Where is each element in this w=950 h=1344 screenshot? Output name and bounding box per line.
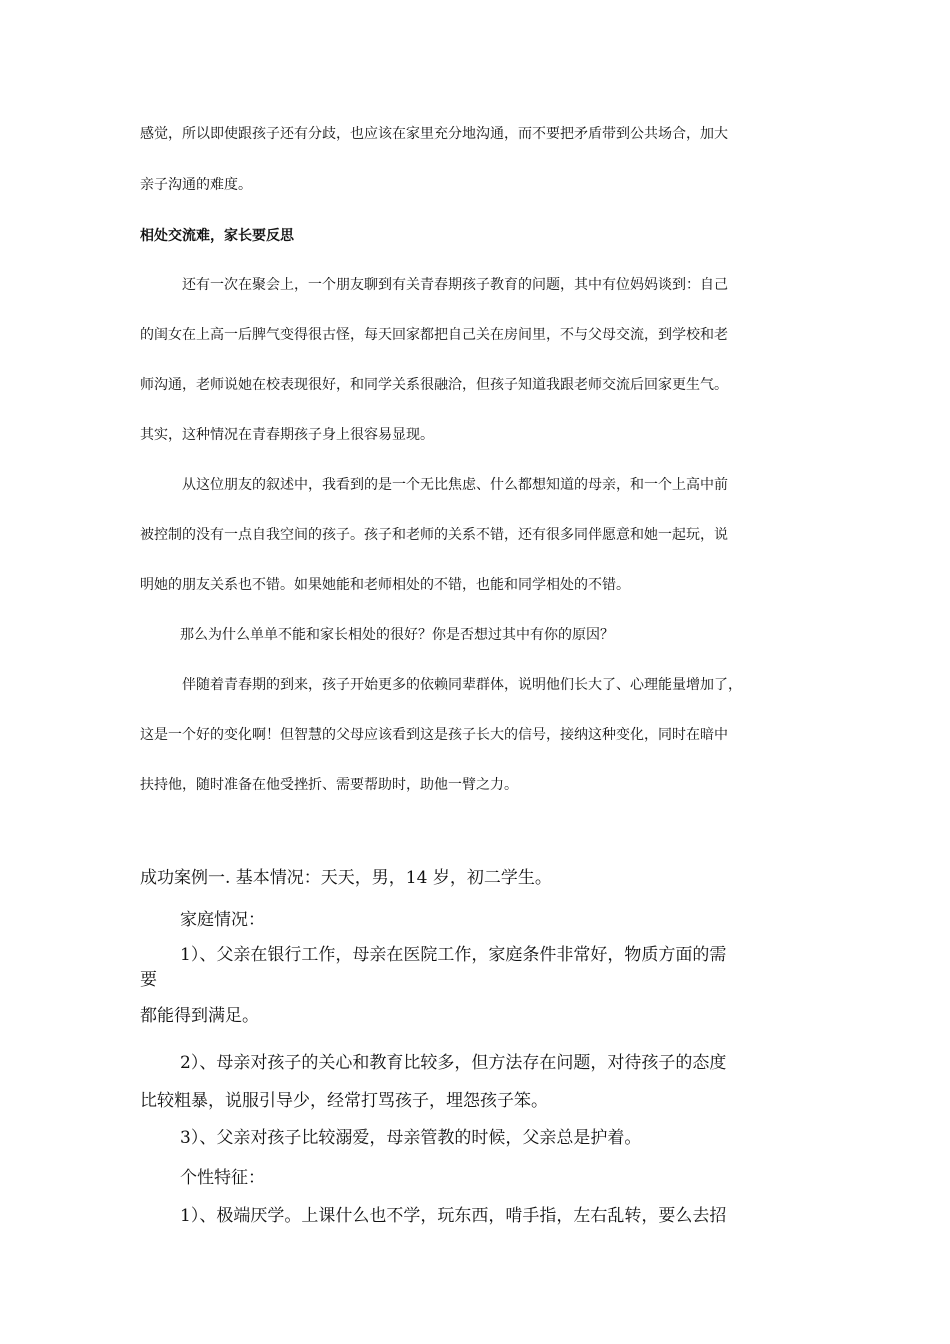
case-line: 2）、母亲对孩子的关心和教育比较多，但方法存在问题，对待孩子的态度 — [180, 1053, 727, 1073]
case-title-line: 成功案例一. 基本情况：天天，男，14 岁，初二学生。 — [140, 868, 552, 888]
paragraph-line: 其实，这种情况在青春期孩子身上很容易显现。 — [140, 427, 434, 443]
case-subheading: 家庭情况： — [180, 910, 265, 930]
paragraph-line: 还有一次在聚会上，一个朋友聊到有关青春期孩子教育的问题，其中有位妈妈谈到：自己 — [182, 277, 728, 293]
section-heading: 相处交流难，家长要反思 — [140, 228, 294, 244]
paragraph-line: 明她的朋友关系也不错。如果她能和老师相处的不错，也能和同学相处的不错。 — [140, 577, 630, 593]
paragraph-line: 的闺女在上高一后脾气变得很古怪，每天回家都把自己关在房间里，不与父母交流，到学校和老 — [140, 327, 728, 343]
case-line: 1）、极端厌学。上课什么也不学，玩东西，啃手指，左右乱转，要么去招 — [180, 1206, 727, 1226]
paragraph-line: 伴随着青春期的到来，孩子开始更多的依赖同辈群体，说明他们长大了、心理能量增加了， — [182, 677, 742, 693]
case-line: 3）、父亲对孩子比较溺爱，母亲管教的时候，父亲总是护着。 — [180, 1128, 642, 1148]
case-line: 比较粗暴，说服引导少，经常打骂孩子，埋怨孩子笨。 — [140, 1091, 548, 1111]
paragraph-line: 从这位朋友的叙述中，我看到的是一个无比焦虑、什么都想知道的母亲，和一个上高中前 — [182, 477, 728, 493]
paragraph-line: 亲子沟通的难度。 — [140, 177, 252, 193]
paragraph-line: 感觉，所以即使跟孩子还有分歧，也应该在家里充分地沟通，而不要把矛盾带到公共场合，加大 — [140, 126, 728, 142]
case-line: 都能得到满足。 — [140, 1006, 259, 1026]
case-line: 要 — [140, 970, 157, 990]
case-subheading: 个性特征： — [180, 1168, 265, 1188]
paragraph-line: 师沟通，老师说她在校表现很好，和同学关系很融洽，但孩子知道我跟老师交流后回家更生气。 — [140, 377, 728, 393]
paragraph-line: 这是一个好的变化啊！但智慧的父母应该看到这是孩子长大的信号，接纳这种变化，同时在暗中 — [140, 727, 728, 743]
paragraph-line: 被控制的没有一点自我空间的孩子。孩子和老师的关系不错，还有很多同伴愿意和她一起玩，说 — [140, 527, 728, 543]
paragraph-line: 那么为什么单单不能和家长相处的很好？你是否想过其中有你的原因？ — [180, 627, 614, 643]
paragraph-line: 扶持他，随时准备在他受挫折、需要帮助时，助他一臂之力。 — [140, 777, 518, 793]
case-line: 1）、父亲在银行工作，母亲在医院工作，家庭条件非常好，物质方面的需 — [180, 945, 727, 965]
